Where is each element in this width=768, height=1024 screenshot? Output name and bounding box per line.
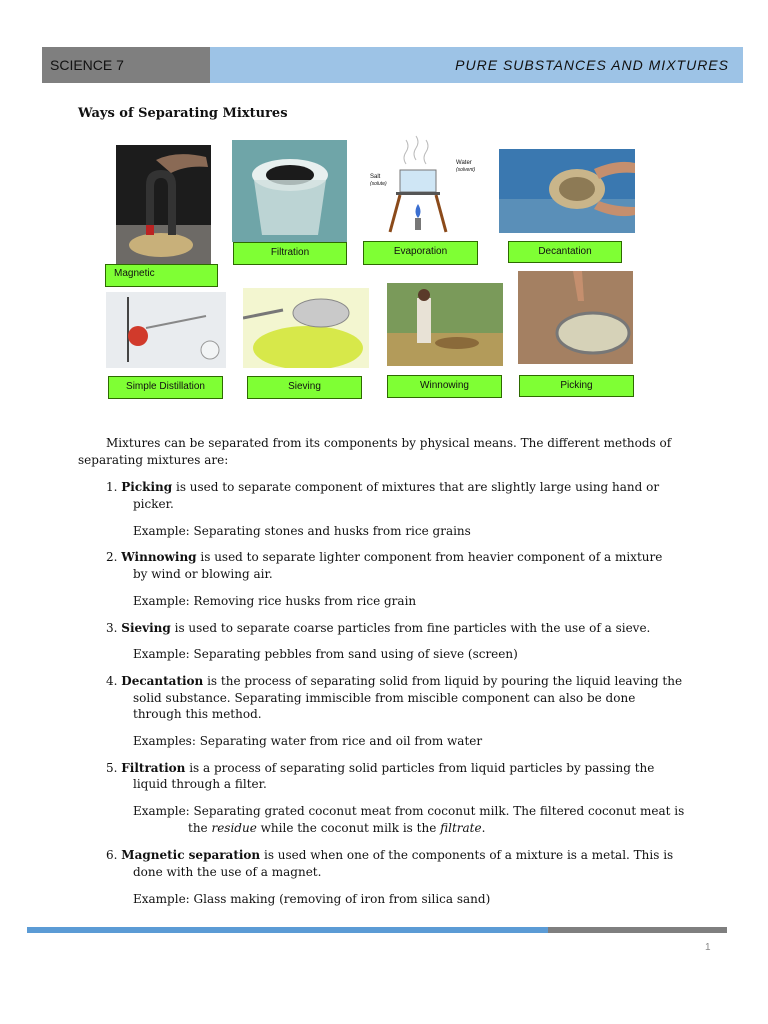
item-number: 5. bbox=[106, 761, 118, 775]
item-4-example: Examples: Separating water from rice and oil from water bbox=[133, 734, 483, 748]
item-4-cont-2: through this method. bbox=[133, 707, 262, 721]
item-text: is the process of separating solid from liquid by pouring the liquid leaving the bbox=[203, 674, 683, 688]
item-number: 3. bbox=[106, 621, 118, 635]
item-5-example-cont bbox=[188, 820, 485, 837]
evaporation-diagram bbox=[366, 132, 478, 240]
solvent-label: (solvent) bbox=[456, 167, 476, 173]
text-run: while the coconut milk is the bbox=[256, 821, 441, 835]
item-term: Decantation bbox=[121, 674, 204, 688]
residue-term: residue bbox=[211, 821, 257, 835]
subject-header: SCIENCE 7 bbox=[42, 47, 210, 83]
item-term: Sieving bbox=[121, 621, 171, 635]
item-text: is used to separate lighter component from heavier component of a mixture bbox=[196, 550, 663, 564]
item-term: Magnetic separation bbox=[121, 848, 261, 862]
sieving-image bbox=[243, 288, 369, 368]
filtrate-term: filtrate bbox=[440, 821, 482, 835]
item-6-example: Example: Glass making (removing of iron from silica sand) bbox=[133, 892, 491, 906]
item-5-example: Example: Separating grated coconut meat from coconut milk. The filtered coconut meat is bbox=[133, 804, 685, 818]
label-evaporation: Evaporation bbox=[363, 241, 478, 265]
item-term: Filtration bbox=[121, 761, 186, 775]
label-winnowing: Winnowing bbox=[387, 375, 502, 398]
item-term: Winnowing bbox=[121, 550, 197, 564]
item-4-cont: solid substance. Separating immiscible from miscible component can also be done bbox=[133, 691, 636, 705]
distillation-image bbox=[106, 292, 226, 368]
intro-line-1: Mixtures can be separated from its components by physical means. The different methods of bbox=[106, 436, 672, 450]
item-1-example: Example: Separating stones and husks from rice grains bbox=[133, 524, 471, 538]
label-picking: Picking bbox=[519, 375, 634, 397]
item-text: is used to separate component of mixtures that are slightly large using hand or bbox=[172, 480, 660, 494]
item-1-cont: picker. bbox=[133, 497, 174, 511]
label-sieving: Sieving bbox=[247, 376, 362, 399]
intro-line-2: separating mixtures are: bbox=[78, 453, 229, 467]
picking-image bbox=[518, 271, 633, 364]
text-run: . bbox=[481, 821, 486, 835]
item-3-example: Example: Separating pebbles from sand using of sieve (screen) bbox=[133, 647, 518, 661]
winnowing-image bbox=[387, 283, 503, 366]
item-4 bbox=[106, 673, 682, 690]
item-text: is used to separate coarse particles from fine particles with the use of a sieve. bbox=[170, 621, 651, 635]
item-term: Picking bbox=[121, 480, 173, 494]
label-magnetic: Magnetic bbox=[105, 264, 218, 287]
label-distillation: Simple Distillation bbox=[108, 376, 223, 399]
water-label: Water bbox=[456, 160, 472, 166]
item-6 bbox=[106, 847, 673, 864]
item-number: 1. bbox=[106, 480, 118, 494]
item-5 bbox=[106, 760, 654, 777]
solute-label: (solute) bbox=[370, 181, 387, 187]
page-number: 1 bbox=[705, 942, 711, 953]
text-run: the bbox=[188, 821, 212, 835]
footer-bar-blue bbox=[27, 927, 548, 933]
item-text: is used when one of the components of a mixture is a metal. This is bbox=[260, 848, 674, 862]
item-5-cont: liquid through a filter. bbox=[133, 777, 267, 791]
decantation-image bbox=[499, 149, 635, 233]
item-2-cont: by wind or blowing air. bbox=[133, 567, 273, 581]
salt-label: Salt bbox=[370, 174, 381, 180]
topic-header: PURE SUBSTANCES AND MIXTURES bbox=[210, 47, 743, 83]
item-2-example: Example: Removing rice husks from rice grain bbox=[133, 594, 417, 608]
label-filtration: Filtration bbox=[233, 242, 347, 265]
item-2 bbox=[106, 549, 662, 566]
label-decantation: Decantation bbox=[508, 241, 622, 263]
filtration-image bbox=[232, 140, 347, 242]
item-number: 2. bbox=[106, 550, 118, 564]
item-6-cont: done with the use of a magnet. bbox=[133, 865, 322, 879]
section-title: Ways of Separating Mixtures bbox=[78, 106, 288, 121]
item-number: 4. bbox=[106, 674, 118, 688]
item-1 bbox=[106, 479, 659, 496]
item-number: 6. bbox=[106, 848, 118, 862]
item-3 bbox=[106, 620, 650, 637]
footer-bar-gray bbox=[548, 927, 727, 933]
item-text: is a process of separating solid particles from liquid particles by passing the bbox=[185, 761, 655, 775]
magnetic-separation-image bbox=[116, 145, 211, 265]
